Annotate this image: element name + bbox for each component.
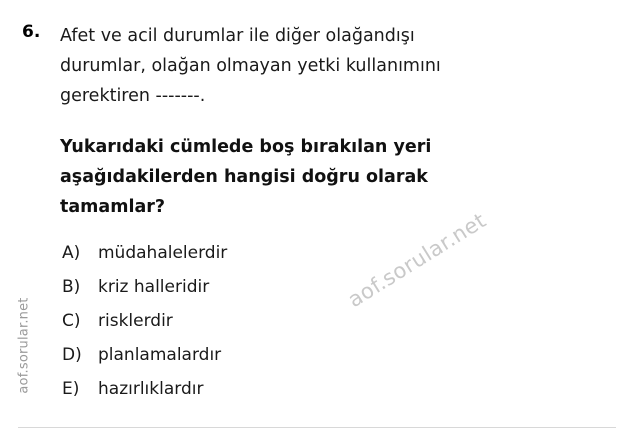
answer-option[interactable] [62,379,562,413]
option-letter: A) [62,243,81,263]
option-text: risklerdir [98,311,173,331]
diagonal-watermark: aof.sorular.net [343,208,491,313]
question-stem-line: gerektiren -------. [60,86,206,106]
question-stem [60,21,600,111]
question-prompt-line: aşağıdakilerden hangisi doğru olarak [60,167,428,187]
option-letter: D) [62,345,82,365]
option-text: hazırlıklardır [98,379,204,399]
answer-option[interactable] [62,243,562,277]
option-text: müdahalelerdir [98,243,228,263]
question-prompt [60,132,600,222]
question-stem-line: durumlar, olağan olmayan yetki kullanımını [60,56,441,76]
question-prompt-line: Yukarıdaki cümlede boş bırakılan yeri [60,137,432,157]
answer-options [62,243,562,413]
option-text: planlamalardır [98,345,222,365]
option-letter: B) [62,277,81,297]
footer-divider [18,427,616,428]
question-stem-line: Afet ve acil durumlar ile diğer olağandışı [60,26,415,46]
option-letter: C) [62,311,81,331]
answer-option[interactable] [62,277,562,311]
question-prompt-line: tamamlar? [60,197,166,217]
option-letter: E) [62,379,80,399]
side-watermark: aof.sorular.net [16,297,32,394]
answer-option[interactable] [62,311,562,345]
answer-option[interactable] [62,345,562,379]
option-text: kriz halleridir [98,277,210,297]
question-number: 6. [22,22,41,42]
